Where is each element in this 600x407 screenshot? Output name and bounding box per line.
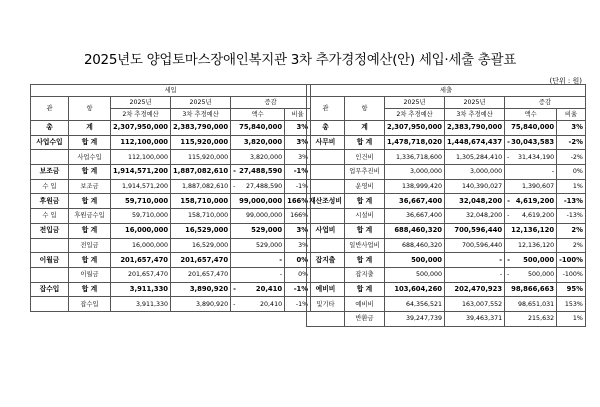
- income-table-row: [31, 121, 311, 136]
- expense-gwan-cell: [307, 179, 345, 194]
- income-table-row: [31, 194, 311, 209]
- income-diff-sign: -: [233, 167, 236, 176]
- expense-hang-cell: 예비비: [345, 297, 385, 312]
- expense-diff-cell: [505, 179, 557, 194]
- expense-diff-cell: [505, 165, 557, 180]
- income-diff-value: 27,488,590: [239, 167, 283, 176]
- expense-ratio-cell: 1%: [557, 311, 586, 326]
- expense-gwan-cell: 사무비: [307, 135, 345, 150]
- income-budget2-cell: 2,307,950,000: [111, 121, 171, 136]
- income-diff-value: 529,000: [256, 241, 283, 249]
- expense-gwan-cell: 총: [307, 121, 345, 136]
- income-budget3-cell: 16,529,000: [171, 223, 231, 238]
- expense-table-row: [307, 238, 586, 253]
- expense-diff-cell: [505, 297, 557, 312]
- income-budget2-cell: 112,100,000: [111, 135, 171, 150]
- income-gwan-cell: [31, 297, 69, 312]
- income-rows: [31, 121, 311, 312]
- income-hang-cell: 합 계: [69, 165, 111, 180]
- income-ratio-cell: 0%: [285, 267, 311, 282]
- document-title: 2025년도 양업토마스장애인복지관 3차 추가경정예산(안) 세입·세출 총괄표: [83, 52, 517, 68]
- income-hang-cell: 사업수입: [69, 150, 111, 165]
- expense-table: [306, 84, 586, 327]
- income-hang-cell: 합 계: [69, 223, 111, 238]
- expense-gwan-cell: 예비비: [307, 282, 345, 297]
- expense-hang-cell: 합 계: [345, 194, 385, 209]
- expense-ratio-cell: -100%: [557, 253, 586, 268]
- income-hang-cell: 합 계: [69, 194, 111, 209]
- income-budget3-cell: 2,383,790,000: [171, 121, 231, 136]
- income-ratio-cell: -1%: [285, 297, 311, 312]
- income-gwan-cell: 후원금: [31, 194, 69, 209]
- income-budget2-cell: 3,911,330: [111, 297, 171, 312]
- expense-diff-cell: [505, 267, 557, 282]
- expense-budget3-cell: 39,463,371: [445, 311, 505, 326]
- income-hang-cell: 합 계: [69, 282, 111, 297]
- income-diff-value: 529,000: [251, 226, 283, 235]
- income-budget2-cell: 16,000,000: [111, 223, 171, 238]
- expense-ratio-cell: -100%: [557, 267, 586, 282]
- expense-gwan-cell: 및기타: [307, 297, 345, 312]
- expense-diff-cell: [505, 253, 557, 268]
- unit-label: (단위 : 원): [549, 77, 582, 85]
- expense-header-hang: 항: [345, 97, 385, 121]
- expense-hang-cell: 반환금: [345, 311, 385, 326]
- income-gwan-cell: 사업수입: [31, 135, 69, 150]
- expense-table-row: [307, 282, 586, 297]
- expense-diff-value: -: [551, 168, 555, 176]
- income-budget3-cell: 201,657,470: [171, 253, 231, 268]
- income-budget2-cell: 16,000,000: [111, 238, 171, 253]
- expense-budget3-cell: 3,000,000: [445, 165, 505, 180]
- expense-ratio-cell: -13%: [557, 209, 586, 224]
- expense-budget3-cell: -: [445, 267, 505, 282]
- expense-diff-sign: -: [507, 212, 510, 220]
- income-gwan-cell: 전입금: [31, 223, 69, 238]
- expense-diff-value: 4,619,200: [515, 196, 555, 205]
- expense-header-ratio: 비율: [557, 109, 586, 121]
- income-diff-value: -: [279, 271, 283, 279]
- expense-budget2-cell: 2,307,950,000: [385, 121, 445, 136]
- expense-diff-cell: [505, 238, 557, 253]
- income-budget3-cell: 115,920,000: [171, 150, 231, 165]
- expense-gwan-cell: [307, 150, 345, 165]
- expense-header-amount: 액수: [505, 109, 557, 121]
- income-table-row: [31, 253, 311, 268]
- expense-budget2-cell: 138,999,420: [385, 179, 445, 194]
- income-gwan-cell: 수 입: [31, 209, 69, 224]
- income-diff-cell: [231, 150, 285, 165]
- expense-diff-value: 30,043,583: [511, 138, 555, 147]
- income-ratio-cell: 3%: [285, 238, 311, 253]
- expense-table-row: [307, 194, 586, 209]
- income-table-row: [31, 179, 311, 194]
- income-budget2-cell: 1,914,571,200: [111, 165, 171, 180]
- income-budget3-cell: 3,890,920: [171, 297, 231, 312]
- income-gwan-cell: [31, 150, 69, 165]
- expense-gwan-cell: [307, 238, 345, 253]
- income-gwan-cell: 이월금: [31, 253, 69, 268]
- income-header-2025a-sub: 2차 추경예산: [111, 109, 171, 121]
- expense-ratio-cell: -2%: [557, 150, 586, 165]
- expense-header-2025a: 2025년: [385, 97, 445, 109]
- income-diff-cell: [231, 223, 285, 238]
- income-budget2-cell: 3,911,330: [111, 282, 171, 297]
- expense-header-change: 증감: [505, 97, 586, 109]
- income-ratio-cell: -1%: [285, 165, 311, 180]
- expense-table-row: [307, 150, 586, 165]
- expense-diff-sign: -: [507, 255, 510, 264]
- income-budget3-cell: 158,710,000: [171, 209, 231, 224]
- income-hang-cell: 후원금수입: [69, 209, 111, 224]
- expense-header-2025b: 2025년: [445, 97, 505, 109]
- income-gwan-cell: [31, 267, 69, 282]
- expense-header-2025b-sub: 3차 추경예산: [445, 109, 505, 121]
- income-diff-cell: [231, 135, 285, 150]
- expense-gwan-cell: 사업비: [307, 223, 345, 238]
- expense-budget3-cell: 163,007,552: [445, 297, 505, 312]
- expense-budget3-cell: 2,383,790,000: [445, 121, 505, 136]
- income-diff-cell: [231, 121, 285, 136]
- income-diff-sign: -: [233, 183, 236, 191]
- expense-budget2-cell: 36,667,400: [385, 194, 445, 209]
- expense-table-row: [307, 209, 586, 224]
- income-header-change: 증감: [231, 97, 311, 109]
- income-budget2-cell: 59,710,000: [111, 209, 171, 224]
- income-ratio-cell: 3%: [285, 121, 311, 136]
- income-diff-value: 27,488,590: [246, 183, 283, 191]
- expense-diff-cell: [505, 282, 557, 297]
- income-table-row: [31, 223, 311, 238]
- expense-table-row: [307, 165, 586, 180]
- income-diff-cell: [231, 165, 285, 180]
- income-diff-value: 75,840,000: [239, 123, 283, 132]
- income-diff-cell: [231, 179, 285, 194]
- expense-gwan-cell: [307, 267, 345, 282]
- expense-gwan-cell: [307, 311, 345, 326]
- income-diff-value: 99,000,000: [246, 212, 283, 220]
- income-header-ratio: 비율: [285, 109, 311, 121]
- expense-diff-value: 75,840,000: [511, 123, 555, 132]
- income-budget3-cell: 3,890,920: [171, 282, 231, 297]
- expense-header-gwan: 관: [307, 97, 345, 121]
- expense-gwan-cell: [307, 165, 345, 180]
- expense-budget2-cell: 39,247,739: [385, 311, 445, 326]
- expense-diff-value: 31,434,190: [518, 153, 555, 161]
- expense-budget2-cell: 1,478,718,020: [385, 135, 445, 150]
- expense-diff-value: 98,651,031: [518, 300, 555, 308]
- expense-ratio-cell: 95%: [557, 282, 586, 297]
- expense-budget3-cell: 202,470,923: [445, 282, 505, 297]
- income-diff-sign: -: [233, 300, 236, 308]
- income-hang-cell: 합 계: [69, 135, 111, 150]
- expense-diff-value: 500,000: [528, 271, 555, 279]
- expense-hang-cell: 잡지출: [345, 267, 385, 282]
- expense-budget2-cell: 688,460,320: [385, 238, 445, 253]
- expense-table-row: [307, 223, 586, 238]
- expense-budget3-cell: 1,448,674,437: [445, 135, 505, 150]
- income-header-2025b-sub: 3차 추경예산: [171, 109, 231, 121]
- income-budget2-cell: 201,657,470: [111, 267, 171, 282]
- expense-diff-sign: -: [507, 271, 510, 279]
- income-budget3-cell: 1,887,082,610: [171, 179, 231, 194]
- income-diff-cell: [231, 267, 285, 282]
- expense-table-row: [307, 135, 586, 150]
- expense-hang-cell: 인건비: [345, 150, 385, 165]
- expense-diff-value: 98,866,663: [511, 284, 555, 293]
- income-diff-value: 20,410: [255, 284, 283, 293]
- expense-table-row: [307, 121, 586, 136]
- income-gwan-cell: 잡수입: [31, 282, 69, 297]
- income-diff-value: -: [279, 255, 283, 264]
- expense-diff-cell: [505, 209, 557, 224]
- expense-budget2-cell: 688,460,320: [385, 223, 445, 238]
- income-gwan-cell: 수 입: [31, 179, 69, 194]
- expense-diff-value: 215,632: [528, 315, 555, 323]
- income-hang-cell: 보조금: [69, 179, 111, 194]
- expense-diff-sign: -: [507, 138, 510, 147]
- expense-budget3-cell: 700,596,440: [445, 223, 505, 238]
- income-gwan-cell: 보조금: [31, 165, 69, 180]
- expense-header-2025a-sub: 2차 추경예산: [385, 109, 445, 121]
- expense-budget2-cell: 64,356,521: [385, 297, 445, 312]
- income-ratio-cell: 0%: [285, 253, 311, 268]
- income-budget2-cell: 1,914,571,200: [111, 179, 171, 194]
- expense-budget2-cell: 3,000,000: [385, 165, 445, 180]
- expense-ratio-cell: 153%: [557, 297, 586, 312]
- income-header-2025a: 2025년: [111, 97, 171, 109]
- expense-hang-cell: 업무추진비: [345, 165, 385, 180]
- income-diff-cell: [231, 282, 285, 297]
- income-table-row: [31, 297, 311, 312]
- income-gwan-cell: 총: [31, 121, 69, 136]
- income-ratio-cell: -1%: [285, 282, 311, 297]
- expense-table-row: [307, 297, 586, 312]
- expense-rows: [307, 121, 586, 327]
- income-diff-value: 3,820,000: [243, 138, 283, 147]
- income-hang-cell: 합 계: [69, 253, 111, 268]
- income-table: [30, 84, 311, 312]
- expense-ratio-cell: 1%: [557, 179, 586, 194]
- expense-table-row: [307, 311, 586, 326]
- income-hang-cell: 이월금: [69, 267, 111, 282]
- expense-ratio-cell: 2%: [557, 238, 586, 253]
- expense-budget2-cell: 103,604,260: [385, 282, 445, 297]
- expense-ratio-cell: 2%: [557, 223, 586, 238]
- expense-ratio-cell: -2%: [557, 135, 586, 150]
- income-table-row: [31, 282, 311, 297]
- expense-diff-value: 4,619,200: [522, 212, 555, 220]
- expense-diff-value: 12,136,120: [518, 241, 555, 249]
- income-ratio-cell: 3%: [285, 135, 311, 150]
- income-hang-cell: 잡수입: [69, 297, 111, 312]
- income-diff-value: 99,000,000: [239, 196, 283, 205]
- expense-hang-cell: 계: [345, 121, 385, 136]
- expense-budget3-cell: 32,048,200: [445, 209, 505, 224]
- expense-hang-cell: 합 계: [345, 135, 385, 150]
- expense-diff-value: 1,390,607: [522, 183, 555, 191]
- expense-diff-cell: [505, 311, 557, 326]
- income-diff-sign: -: [233, 284, 236, 293]
- income-budget2-cell: 201,657,470: [111, 253, 171, 268]
- income-header-2025b: 2025년: [171, 97, 231, 109]
- income-diff-cell: [231, 209, 285, 224]
- expense-diff-cell: [505, 135, 557, 150]
- expense-hang-cell: 합 계: [345, 282, 385, 297]
- income-diff-value: 20,410: [260, 300, 283, 308]
- expense-diff-sign: -: [507, 153, 510, 161]
- income-ratio-cell: 3%: [285, 150, 311, 165]
- expense-diff-cell: [505, 121, 557, 136]
- expense-diff-cell: [505, 223, 557, 238]
- expense-diff-value: 500,000: [523, 255, 555, 264]
- income-table-row: [31, 209, 311, 224]
- expense-budget2-cell: 500,000: [385, 253, 445, 268]
- income-table-row: [31, 165, 311, 180]
- expense-ratio-cell: 3%: [557, 121, 586, 136]
- expense-table-row: [307, 179, 586, 194]
- income-diff-cell: [231, 297, 285, 312]
- income-header-hang: 항: [69, 97, 111, 121]
- expense-hang-cell: 운영비: [345, 179, 385, 194]
- income-ratio-cell: -1%: [285, 179, 311, 194]
- expense-ratio-cell: 0%: [557, 165, 586, 180]
- income-diff-value: 3,820,000: [250, 153, 283, 161]
- income-budget3-cell: 158,710,000: [171, 194, 231, 209]
- expense-budget3-cell: 1,305,284,410: [445, 150, 505, 165]
- expense-table-row: [307, 267, 586, 282]
- expense-diff-value: 12,136,120: [511, 226, 555, 235]
- income-table-row: [31, 135, 311, 150]
- income-budget2-cell: 59,710,000: [111, 194, 171, 209]
- expense-budget2-cell: 1,336,718,600: [385, 150, 445, 165]
- expense-ratio-cell: -13%: [557, 194, 586, 209]
- expense-hang-cell: 합 계: [345, 253, 385, 268]
- expense-section-label: 세출: [307, 85, 586, 97]
- income-ratio-cell: 3%: [285, 223, 311, 238]
- income-table-row: [31, 267, 311, 282]
- income-budget3-cell: 16,529,000: [171, 238, 231, 253]
- expense-diff-sign: -: [507, 196, 510, 205]
- expense-budget2-cell: 36,667,400: [385, 209, 445, 224]
- income-budget3-cell: 115,920,000: [171, 135, 231, 150]
- income-budget3-cell: 1,887,082,610: [171, 165, 231, 180]
- income-diff-cell: [231, 253, 285, 268]
- income-ratio-cell: 166%: [285, 209, 311, 224]
- expense-gwan-cell: [307, 209, 345, 224]
- expense-hang-cell: 시설비: [345, 209, 385, 224]
- expense-gwan-cell: 재산조성비: [307, 194, 345, 209]
- expense-budget3-cell: 32,048,200: [445, 194, 505, 209]
- expense-budget3-cell: -: [445, 253, 505, 268]
- expense-gwan-cell: 잡지출: [307, 253, 345, 268]
- income-hang-cell: 전입금: [69, 238, 111, 253]
- income-header-gwan: 관: [31, 97, 69, 121]
- expense-hang-cell: 일반사업비: [345, 238, 385, 253]
- expense-diff-cell: [505, 150, 557, 165]
- income-budget2-cell: 112,100,000: [111, 150, 171, 165]
- income-diff-cell: [231, 194, 285, 209]
- income-table-row: [31, 150, 311, 165]
- income-diff-cell: [231, 238, 285, 253]
- income-header-amount: 액수: [231, 109, 285, 121]
- income-ratio-cell: 166%: [285, 194, 311, 209]
- expense-table-row: [307, 253, 586, 268]
- income-section-label: 세입: [31, 85, 311, 97]
- income-hang-cell: 계: [69, 121, 111, 136]
- expense-budget3-cell: 700,596,440: [445, 238, 505, 253]
- income-gwan-cell: [31, 238, 69, 253]
- income-table-row: [31, 238, 311, 253]
- expense-diff-cell: [505, 194, 557, 209]
- expense-hang-cell: 합 계: [345, 223, 385, 238]
- expense-budget3-cell: 140,390,027: [445, 179, 505, 194]
- expense-budget2-cell: 500,000: [385, 267, 445, 282]
- income-budget3-cell: 201,657,470: [171, 267, 231, 282]
